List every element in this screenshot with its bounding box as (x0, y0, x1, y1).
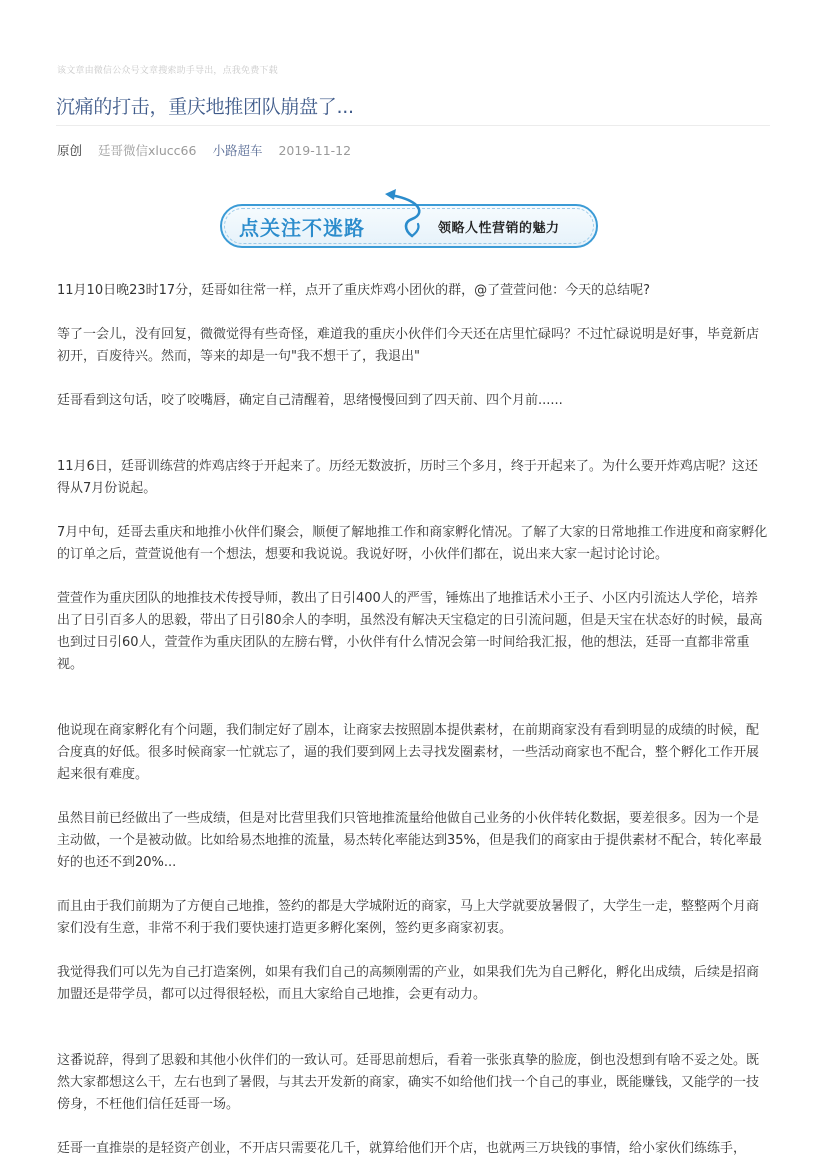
banner-sub-text: 领略人性营销的魅力 (438, 221, 560, 236)
banner-main-text: 点关注不迷路 (239, 216, 365, 240)
curl-arrow-icon (382, 188, 442, 248)
paragraph: 虽然目前已经做出了一些成绩，但是对比营里我们只管地推流量给他做自己业务的小伙伴转化数据，要差很多。因为一个是主动做，一个是被动做。比如给易杰地推的流量，易杰转化率能达到35%，但是我们的商家由于提供素材不配合，转化率最好的也还不到20%... (57, 811, 762, 870)
paragraph: 11月6日，廷哥训练营的炸鸡店终于开起来了。历经无数波折，历时三个多月，终于开起来了。为什么要开炸鸡店呢？这还得从7月份说起。 (57, 459, 758, 496)
follow-banner (217, 188, 603, 254)
article-body (57, 280, 769, 1160)
paragraph: 这番说辞，得到了思毅和其他小伙伴们的一致认可。廷哥思前想后，看着一张张真挚的脸庞，倒也没想到有啥不妥之处。既然大家都想这么干，左右也到了暑假，与其去开发新的商家，确实不如给他们找一个自己的事业，既能赚钱，又能学的一技傍身，不枉他们信任廷哥一场。 (57, 1053, 760, 1112)
paragraph: 11月10日晚23时17分，廷哥如往常一样，点开了重庆炸鸡小团伙的群，@了萱萱问他：今天的总结呢? (57, 283, 651, 298)
article-meta (57, 141, 363, 159)
paragraph: 等了一会儿，没有回复，微微觉得有些奇怪，难道我的重庆小伙伴们今天还在店里忙碌吗？不过忙碌说明是好事，毕竟新店初开，百废待兴。然而，等来的却是一句"我不想干了，我退出" (57, 327, 760, 364)
paragraph: 廷哥看到这句话，咬了咬嘴唇，确定自己清醒着，思绪慢慢回到了四天前、四个月前...... (57, 393, 563, 408)
account-link[interactable]: 小路超车 (212, 143, 263, 158)
paragraph: 而且由于我们前期为了方便自己地推，签约的都是大学城附近的商家，马上大学就要放暑假了，大学生一走，整整两个月商家们没有生意，非常不利于我们要快速打造更多孵化案例，签约更多商家初衷。 (57, 899, 760, 936)
title-divider (56, 125, 770, 126)
article-title: 沉痛的打击，重庆地推团队崩盘了... (56, 96, 354, 118)
paragraph: 7月中旬，廷哥去重庆和地推小伙伴们聚会，顺便了解地推工作和商家孵化情况。了解了大家的日常地推工作进度和商家孵化的订单之后，萱萱说他有一个想法，想要和我说说。我说好呀，小伙伴们都在，说出来大家一起讨论讨论。 (57, 525, 768, 562)
paragraph: 他说现在商家孵化有个问题，我们制定好了剧本，让商家去按照剧本提供素材，在前期商家没有看到明显的成绩的时候，配合度真的好低。很多时候商家一忙就忘了，逼的我们要到网上去寻找发圈素材，一些活动商家也不配合，整个孵化工作开展起来很有难度。 (57, 723, 760, 782)
paragraph: 廷哥一直推崇的是轻资产创业，不开店只需要花几千，就算给他们开个店，也就两三万块钱的事情，给小家伙们练练手， (57, 1141, 747, 1156)
author-name: 廷哥微信xlucc66 (98, 143, 197, 158)
paragraph: 萱萱作为重庆团队的地推技术传授导师，教出了日引400人的严雪，锤炼出了地推话术小王子、小区内引流达人学伦，培养出了日引百多人的思毅，带出了日引80余人的李明，虽然没有解决天宝稳定的日引流问题，但是天宝在状态好的时候，最高也到过日引60人，萱萱作为重庆团队的左膀右臂，小伙伴有什么情况会第一时间给我汇报，他的想法，廷哥一直都非常重视。 (57, 591, 763, 672)
publish-date: 2019-11-12 (278, 143, 352, 158)
paragraph: 我觉得我们可以先为自己打造案例，如果有我们自己的高频刚需的产业，如果我们先为自己孵化，孵化出成绩，后续是招商加盟还是带学员，都可以过得很轻松，而且大家给自己地推，会更有动力。 (57, 965, 760, 1002)
original-tag: 原创 (57, 143, 83, 158)
export-note-link[interactable]: 该文章由微信公众号文章搜索助手导出，点我免费下载 (57, 66, 278, 76)
